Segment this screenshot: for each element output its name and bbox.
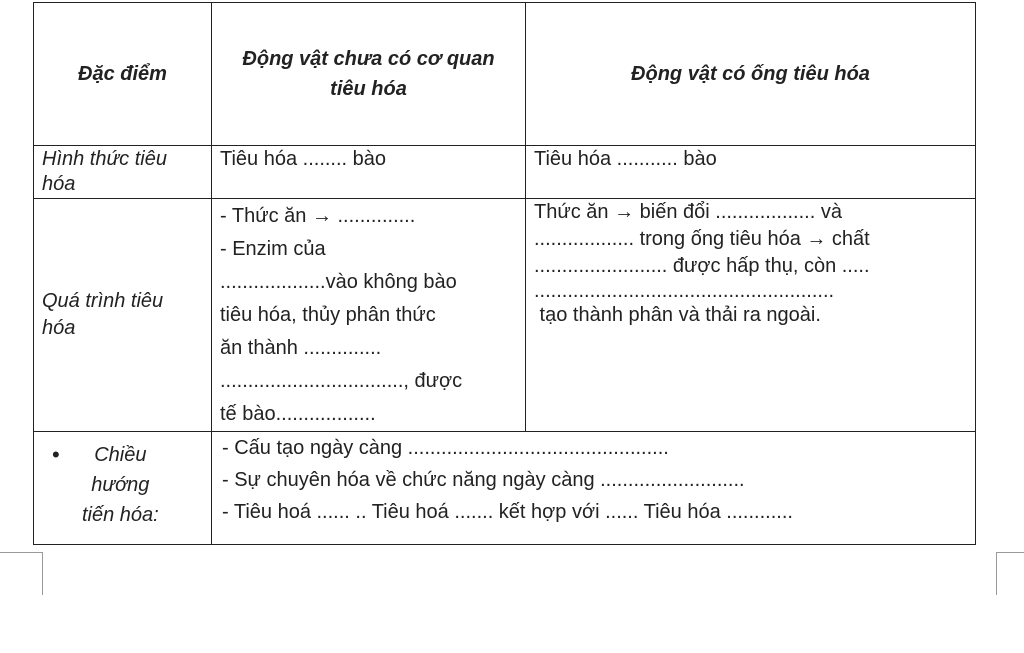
evolution-label <box>34 432 212 545</box>
form-label-line2: hóa <box>42 173 76 195</box>
evolution-row <box>34 432 976 545</box>
evolution-line: - Sự chuyên hóa về chức năng ngày càng .......................... <box>222 469 745 491</box>
process-tube-line: ........................ được hấp thụ, còn ..... <box>534 255 870 277</box>
process-no-organ-line: tế bào.................. <box>220 403 376 425</box>
process-label <box>34 199 212 432</box>
process-tube-line: tạo thành phân và thải ra ngoài. <box>534 304 821 326</box>
evolution-line: - Cấu tạo ngày càng ............................................... <box>222 437 669 459</box>
process-no-organ <box>212 199 526 432</box>
header-tube <box>526 3 976 146</box>
digestion-table <box>33 2 976 545</box>
process-label-line2: hóa <box>42 317 76 339</box>
page-corner-right <box>996 552 1024 595</box>
header-row <box>34 3 976 146</box>
process-label-line1: Quá trình tiêu <box>42 290 164 312</box>
header-no-organ-line1: Động vật chưa có cơ quan <box>242 48 495 70</box>
form-row <box>34 146 976 199</box>
process-no-organ-line: ................................., được <box>220 370 463 392</box>
process-tube-line: .................. trong ống tiêu hóa → chất <box>534 228 870 250</box>
form-tube-text: Tiêu hóa ........... bào <box>534 148 717 170</box>
process-no-organ-line: - Thức ăn → .............. <box>220 205 416 227</box>
evolution-label-line2: hướng <box>91 474 150 496</box>
header-feature-text: Đặc điểm <box>78 63 167 85</box>
form-label-line1: Hình thức tiêu <box>42 148 167 170</box>
header-no-organ <box>212 3 526 146</box>
process-no-organ-line: - Enzim của <box>220 238 326 260</box>
process-no-organ-line: tiêu hóa, thủy phân thức <box>220 304 436 326</box>
form-no-organ-text: Tiêu hóa ........ bào <box>220 148 387 170</box>
form-tube <box>526 146 976 199</box>
process-tube <box>526 199 976 432</box>
header-feature <box>34 3 212 146</box>
evolution-label-line1: Chiều <box>94 444 147 466</box>
process-row <box>34 199 976 432</box>
page-corner-left <box>0 552 43 595</box>
process-tube-line: ...................................................... <box>534 280 835 302</box>
evolution-line: - Tiêu hoá ...... .. Tiêu hoá ....... kết hợp với ...... Tiêu hóa ............ <box>222 501 793 523</box>
bullet-icon: • <box>52 442 60 467</box>
process-tube-line: Thức ăn → biến đổi .................. và <box>534 201 842 223</box>
header-tube-text: Động vật có ống tiêu hóa <box>631 63 870 85</box>
evolution-content <box>212 432 976 545</box>
evolution-label-line3: tiến hóa: <box>82 504 159 526</box>
header-no-organ-line2: tiêu hóa <box>330 78 407 100</box>
form-label <box>34 146 212 199</box>
form-no-organ <box>212 146 526 199</box>
process-no-organ-line: ...................vào không bào <box>220 271 457 293</box>
process-no-organ-line: ăn thành .............. <box>220 337 382 359</box>
